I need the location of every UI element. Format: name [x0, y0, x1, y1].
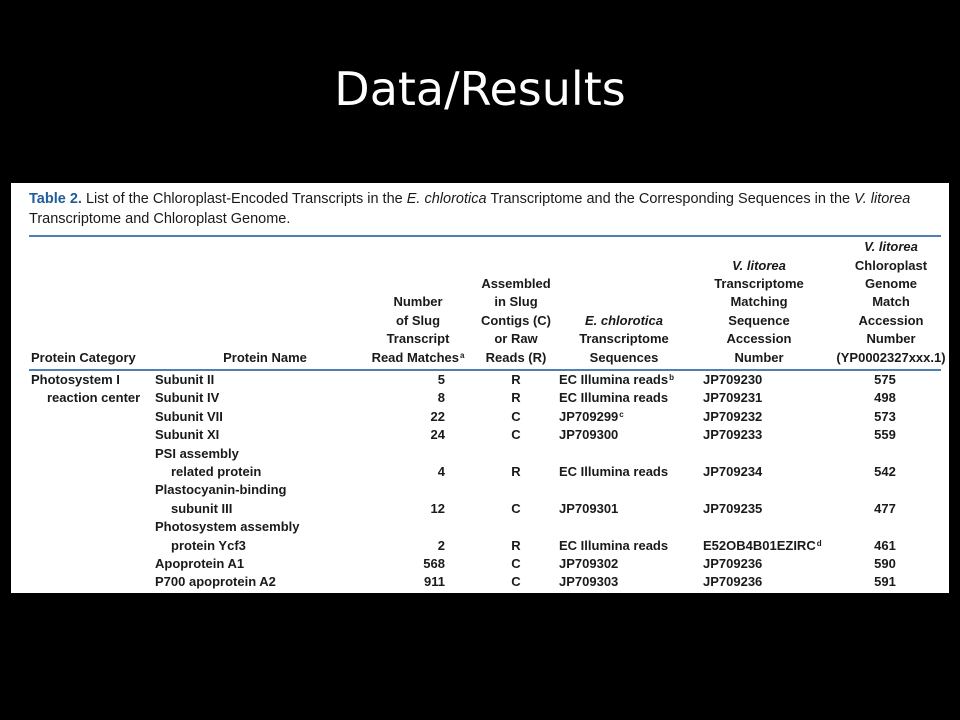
col-header-name	[155, 349, 375, 367]
genome-accession: 542	[874, 464, 896, 479]
protein-name: subunit III	[171, 500, 233, 516]
col-header-line: of Slug	[395, 312, 441, 328]
col-header-matches	[363, 293, 473, 367]
read-matches: 24	[430, 427, 445, 443]
caption-text-1: List of the Chloroplast-Encoded Transcripts in the	[85, 191, 403, 207]
vl-accession: JP709235	[703, 500, 763, 516]
col-header-line: in Slug	[494, 294, 538, 310]
col-header-line: Transcriptome	[579, 331, 669, 347]
read-matches: 8	[437, 390, 445, 406]
vl-accession: JP709236	[703, 556, 763, 571]
assembly-type: C	[511, 574, 521, 590]
col-header-line: Accession	[858, 312, 924, 328]
assembly-type: R	[511, 537, 521, 553]
protein-name: Subunit II	[155, 372, 215, 387]
protein-name: related protein	[171, 464, 262, 479]
ec-sequence: EC Illumina reads	[559, 464, 669, 479]
col-header-line: or Raw	[494, 331, 538, 347]
read-matches: 568	[423, 556, 445, 571]
protein-category-line: reaction center	[47, 390, 141, 406]
col-header-line: Number	[734, 349, 784, 365]
genome-accession: 573	[874, 408, 896, 424]
col-header-line: Transcript	[386, 331, 450, 347]
col-header-line: Chloroplast	[854, 257, 928, 273]
col-header-category	[31, 349, 151, 367]
assembly-type: R	[511, 372, 521, 387]
ec-sequence: JP709299$^c$	[559, 408, 624, 424]
genome-accession: 477	[874, 500, 896, 516]
ec-sequence: JP709303	[559, 574, 619, 590]
read-matches: 2	[437, 537, 445, 553]
footnote-mark: d	[816, 538, 822, 548]
genome-accession: 575	[874, 372, 896, 387]
ec-sequence: JP709302	[559, 556, 619, 571]
col-header-ec	[559, 312, 689, 367]
col-header-line: Contigs (C)	[480, 312, 552, 328]
col-header-line: Read Matches$^a$	[371, 349, 465, 365]
assembly-type: R	[511, 390, 521, 406]
ec-sequence: JP709301	[559, 500, 619, 516]
col-header-line: Genome	[864, 276, 917, 291]
caption-species-2: V. litorea	[854, 191, 911, 207]
col-header-line: Transcriptome	[714, 276, 804, 291]
vl-accession: JP709233	[703, 427, 763, 443]
genome-accession: 461	[874, 537, 896, 553]
vl-accession: JP709234	[703, 464, 763, 479]
read-matches: 4	[437, 464, 445, 479]
table-panel	[11, 183, 949, 593]
col-header-line: Assembled	[481, 276, 551, 291]
col-header-line: Number	[393, 294, 443, 310]
vl-accession: JP709230	[703, 372, 763, 387]
col-header-assembled	[473, 275, 559, 367]
vl-accession: JP709231	[703, 390, 763, 406]
protein-name: Photosystem assembly	[155, 519, 300, 535]
read-matches: 22	[430, 408, 445, 424]
ec-sequence: EC Illumina reads	[559, 390, 669, 406]
read-matches: 911	[424, 574, 445, 590]
table-caption	[29, 189, 941, 229]
vl-accession: E52OB4B01EZIRC$^d$	[703, 537, 822, 553]
read-matches: 12	[430, 500, 445, 516]
col-header-line: Number	[866, 331, 916, 347]
col-header-line: Protein Category	[31, 349, 136, 365]
col-header-line: Match	[872, 294, 910, 310]
genome-accession: 498	[874, 390, 896, 406]
caption-species-1: E. chlorotica	[406, 191, 487, 207]
assembly-type: C	[511, 408, 521, 424]
top-rule	[29, 235, 941, 237]
col-header-line: Matching	[730, 294, 788, 310]
caption-text-3: Transcriptome and Chloroplast Genome.	[29, 211, 291, 227]
protein-name: Subunit IV	[155, 390, 220, 406]
genome-accession: 590	[874, 556, 896, 571]
col-header-line: E. chlorotica	[584, 312, 664, 328]
footnote-mark: c	[619, 409, 624, 419]
protein-category-line: Photosystem I	[31, 372, 120, 387]
col-header-vl	[689, 257, 829, 367]
col-header-line: Accession	[726, 331, 792, 347]
col-header-line: Sequences	[589, 349, 659, 365]
assembly-type: C	[511, 427, 521, 443]
protein-name: protein Ycf3	[171, 537, 246, 553]
col-header-genome	[829, 238, 949, 367]
ec-sequence: EC Illumina reads$^b$	[559, 372, 674, 387]
ec-sequence: EC Illumina reads	[559, 537, 669, 553]
col-header-line: (YP0002327xxx.1)	[836, 349, 946, 365]
col-header-line: V. litorea	[732, 257, 786, 273]
protein-name: P700 apoprotein A2	[155, 574, 276, 590]
protein-name: Subunit XI	[155, 427, 220, 443]
protein-name: PSI assembly	[155, 445, 239, 461]
assembly-type: C	[511, 500, 521, 516]
vl-accession: JP709236	[703, 574, 763, 590]
protein-name: Plastocyanin-binding	[155, 482, 287, 498]
protein-name: Apoprotein A1	[155, 556, 245, 571]
caption-text-2: Transcriptome and the Corresponding Sequences in the	[490, 191, 851, 207]
col-header-line: Sequence	[728, 312, 790, 328]
vl-accession: JP709232	[703, 408, 763, 424]
genome-accession: 591	[874, 574, 896, 590]
col-header-line: Reads (R)	[485, 349, 547, 365]
footnote-mark: b	[669, 373, 674, 382]
col-header-line: Protein Name	[223, 349, 307, 365]
genome-accession: 559	[874, 427, 896, 443]
assembly-type: R	[511, 464, 521, 479]
assembly-type: C	[511, 556, 521, 571]
col-header-line: V. litorea	[864, 239, 918, 255]
slide-title: Data/Results	[334, 62, 626, 116]
table-label: Table 2.	[29, 191, 82, 207]
ec-sequence: JP709300	[559, 427, 619, 443]
footnote-mark: a	[459, 350, 465, 360]
read-matches: 5	[437, 372, 445, 387]
protein-name: Subunit VII	[155, 408, 223, 424]
